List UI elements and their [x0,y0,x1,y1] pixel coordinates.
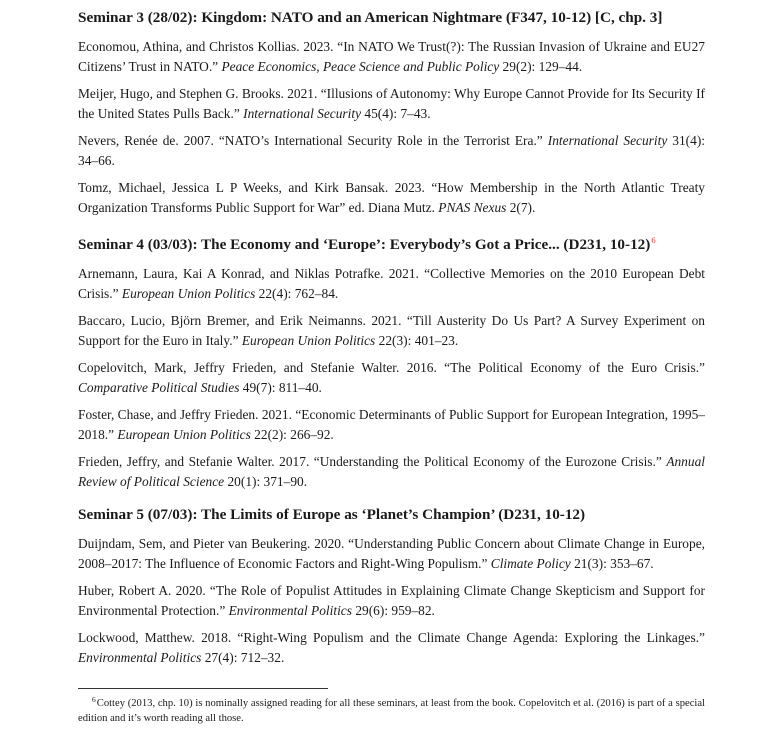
bibliography-entry: Huber, Robert A. 2020. “The Role of Populist Attitudes in Explaining Climate Change Skepticism and Support for Environmental Protection.” Environmental Politics 29(6): 959–82. [78,583,705,618]
journal-title: Comparative Political Studies [78,379,240,395]
journal-title: Environmental Politics [228,602,352,618]
seminar-heading: Seminar 4 (03/03): The Economy and ‘Europe’: Everybody’s Got a Price... (D231, 10-12)$^6$ [78,235,656,253]
reading-list [78,8,705,667]
journal-title: International Security [547,133,668,148]
bibliography-entry: Frieden, Jeffry, and Stefanie Walter. 2017. “Understanding the Political Economy of the Eurozone Crisis.” Annual Review of Political Science 20(1): 371–90. [78,454,705,489]
bibliography-entry: Lockwood, Matthew. 2018. “Right-Wing Populism and the Climate Change Agenda: Exploring the Linkages.” Environmental Politics 27(4): 712–32. [78,630,705,665]
bibliography-entry: Copelovitch, Mark, Jeffry Frieden, and Stefanie Walter. 2016. “The Political Economy of the Euro Crisis.” Comparative Political Studies 49(7): 811–40. [78,360,705,395]
footnote-number: 6 [92,695,96,704]
seminar-5 [78,505,705,667]
seminar-heading: Seminar 5 (07/03): The Limits of Europe as ‘Planet’s Champion’ (D231, 10-12) [78,506,586,523]
footnote [78,692,705,726]
seminar-4 [78,231,705,491]
seminar-3 [78,8,705,217]
bibliography-entry: Nevers, Renée de. 2007. “NATO’s International Security Role in the Terrorist Era.” International Security 31(4): 34–66. [78,133,706,168]
journal-title: European Union Politics [117,426,251,442]
journal-title: European Union Politics [121,285,256,301]
seminar-heading: Seminar 3 (28/02): Kingdom: NATO and an American Nightmare (F347, 10-12) [C, chp. 3] [78,9,663,26]
bibliography-entry: Arnemann, Laura, Kai A Konrad, and Niklas Potrafke. 2021. “Collective Memories on the 2010 European Debt Crisis.” European Union Politics 22(4): 762–84. [78,266,705,301]
journal-title: Peace Economics, Peace Science and Public Policy [221,58,500,74]
journal-title: Climate Policy [490,555,571,571]
bibliography-entry: Meijer, Hugo, and Stephen G. Brooks. 2021. “Illusions of Autonomy: Why Europe Cannot Provide for Its Security If the United States Pulls Back.” International Security 45(4): 7–43. [78,86,706,121]
bibliography-entry: Duijndam, Sem, and Pieter van Beukering. 2020. “Understanding Public Concern about Climate Change in Europe, 2008–2017: The Influence of Economic Factors and Right-Wing Populism.” Climate Policy 21(3): 353–67. [78,536,705,571]
bibliography-entry: Economou, Athina, and Christos Kollias. 2023. “In NATO We Trust(?): The Russian Invasion of Ukraine and EU27 Citizens’ Trust in NATO.” Peace Economics, Peace Science and Public Policy 29(2): 129–44. [78,39,705,74]
journal-title: Annual Review of Political Science [78,454,705,489]
footnote-text: Cottey (2013, chp. 10) is nominally assigned reading for all these seminars, at least from the book. Copelovitch et al. (2016) is part of a special edition and it’s worth reading all those. [78,698,705,724]
bibliography-entry: Tomz, Michael, Jessica L P Weeks, and Kirk Bansak. 2023. “How Membership in the North Atlantic Treaty Organization Transforms Public Support for War” ed. Diana Mutz. PNAS Nexus 2(7). [78,180,705,215]
journal-title: International Security [243,105,362,121]
journal-title: Environmental Politics [78,649,202,665]
bibliography-entry: Foster, Chase, and Jeffry Frieden. 2021. “Economic Determinants of Public Support for European Integration, 1995–2018.” European Union Politics 22(2): 266–92. [78,407,705,442]
bibliography-entry: Baccaro, Lucio, Björn Bremer, and Erik Neimanns. 2021. “Till Austerity Do Us Part? A Survey Experiment on Support for the Euro in Italy.” European Union Politics 22(3): 401–23. [78,313,705,348]
footnote-link[interactable]: 6 [651,235,656,245]
footnote-divider [78,688,328,689]
journal-title: European Union Politics [241,332,376,348]
journal-title: PNAS Nexus [438,199,507,215]
